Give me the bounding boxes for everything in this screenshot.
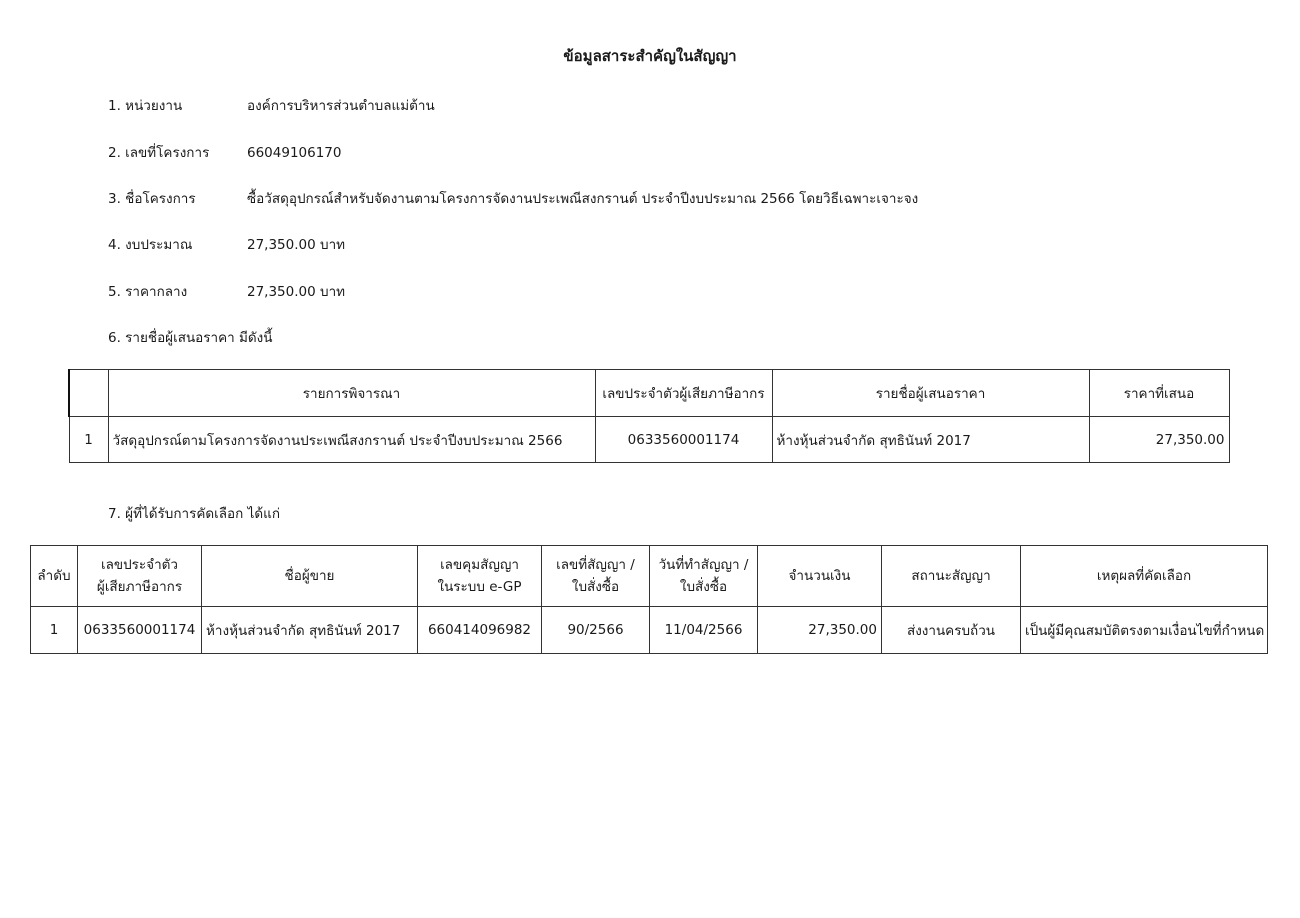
cell-status: ส่งงานครบถ้วน: [882, 607, 1021, 654]
header-line: ใบสั่งซื้อ: [679, 579, 728, 595]
cell-contract-number: 90/2566: [542, 607, 650, 654]
header-cell: [202, 546, 418, 607]
header-cell: [78, 546, 202, 607]
cell-contract-date: 11/04/2566: [650, 607, 758, 654]
cell-vendor: ห้างหุ้นส่วนจำกัด สุทธินันท์ 2017: [202, 607, 418, 654]
info-value: ซื้อวัสดุอุปกรณ์สำหรับจัดงานตามโครงการจัดงานประเพณีสงกรานต์ ประจำปีงบประมาณ 2566 โดยวิธีเฉพาะเจาะจง: [247, 191, 919, 207]
header-line: วันที่ทำสัญญา /: [658, 557, 749, 573]
cell-bidder: ห้างหุ้นส่วนจำกัด สุทธินันท์ 2017: [772, 417, 1089, 463]
bidders-table: [68, 369, 1230, 463]
section-7-label: 7. ผู้ที่ได้รับการคัดเลือก ได้แก่: [108, 506, 281, 522]
header-cell: รายการพิจารณา: [108, 370, 595, 417]
info-label: 4. งบประมาณ: [108, 237, 193, 253]
section-6-label: 6. รายชื่อผู้เสนอราคา มีดังนี้: [108, 330, 273, 346]
cell-reason: เป็นผู้มีคุณสมบัติตรงตามเงื่อนไขที่กำหนด: [1021, 607, 1268, 654]
header-cell: [882, 546, 1021, 607]
info-value: 27,350.00 บาท: [247, 284, 346, 300]
cell-price: 27,350.00: [1089, 417, 1229, 463]
header-line: เลขที่สัญญา /: [556, 557, 635, 573]
header-cell: [31, 546, 78, 607]
header-cell: เลขประจำตัวผู้เสียภาษีอากร: [595, 370, 772, 417]
header-line: เลขคุมสัญญา: [440, 557, 519, 573]
cell-item: วัสดุอุปกรณ์ตามโครงการจัดงานประเพณีสงกรานต์ ประจำปีงบประมาณ 2566: [108, 417, 595, 463]
header-cell: [650, 546, 758, 607]
header-line: เลขประจำตัว: [100, 557, 179, 573]
header-cell: [69, 370, 108, 417]
table-row: [69, 417, 1229, 463]
header-line: ลำดับ: [37, 568, 71, 584]
header-cell: [418, 546, 542, 607]
header-cell: [758, 546, 882, 607]
header-cell: ราคาที่เสนอ: [1089, 370, 1229, 417]
info-label: 1. หน่วยงาน: [108, 98, 183, 114]
header-cell: รายชื่อผู้เสนอราคา: [772, 370, 1089, 417]
cell-index: 1: [31, 607, 78, 654]
info-label: 3. ชื่อโครงการ: [108, 191, 196, 207]
table-header-row: [69, 370, 1229, 417]
cell-amount: 27,350.00: [758, 607, 882, 654]
cell-tax-id: 0633560001174: [78, 607, 202, 654]
header-line: สถานะสัญญา: [911, 568, 991, 584]
document-title: ข้อมูลสาระสำคัญในสัญญา: [563, 47, 737, 65]
header-line: ใบสั่งซื้อ: [571, 579, 620, 595]
header-line: เหตุผลที่คัดเลือก: [1096, 568, 1192, 584]
table-row: [31, 607, 1268, 654]
info-label: 5. ราคากลาง: [108, 284, 188, 300]
header-cell: [542, 546, 650, 607]
cell-index: 1: [69, 417, 108, 463]
header-cell: [1021, 546, 1268, 607]
table-header-row: [31, 546, 1268, 607]
cell-tax-id: 0633560001174: [595, 417, 772, 463]
selected-vendor-table: [30, 545, 1268, 654]
info-value: 66049106170: [247, 145, 342, 161]
cell-egp-number: 660414096982: [418, 607, 542, 654]
info-label: 2. เลขที่โครงการ: [108, 145, 210, 161]
header-line: ในระบบ e-GP: [437, 579, 522, 595]
info-value: 27,350.00 บาท: [247, 237, 346, 253]
info-value: องค์การบริหารส่วนตำบลแม่ต้าน: [247, 98, 435, 114]
header-line: ผู้เสียภาษีอากร: [96, 579, 183, 595]
header-line: ชื่อผู้ขาย: [284, 568, 335, 584]
header-line: จำนวนเงิน: [788, 568, 851, 584]
